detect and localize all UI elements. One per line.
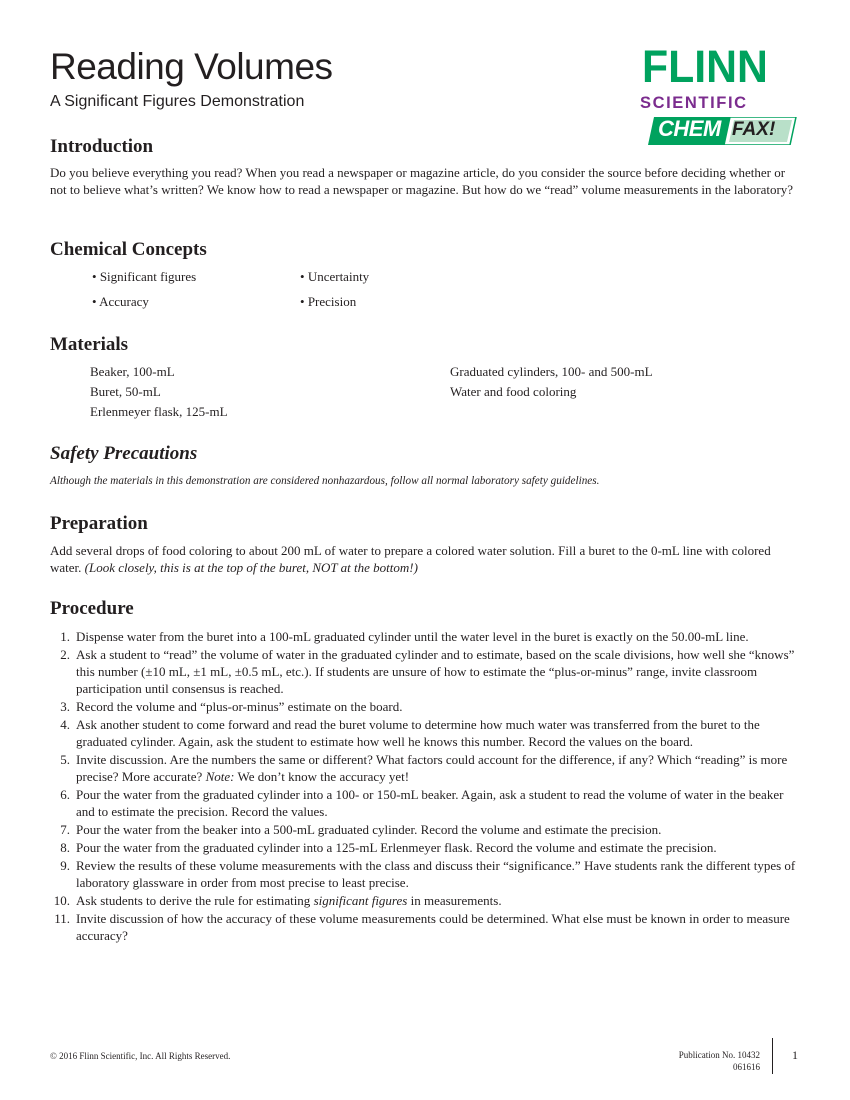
material-item: Water and food coloring	[450, 384, 577, 399]
logo-chem-text: CHEM	[658, 116, 721, 141]
page-title: Reading Volumes	[50, 46, 333, 87]
procedure-step: 3. Record the volume and “plus-or-minus” estimate on the board.	[60, 699, 403, 714]
preparation-text: Add several drops of food coloring to about 200 mL of water to prepare a colored water solution. Fill a buret to the 0-mL line with colored water. (Look closely, this is at the top of the buret, NOT at the bottom!)	[50, 543, 771, 575]
procedure-step: 2. Ask a student to “read” the volume of water in the graduated cylinder and to estimate, based on the scale divisions, how well she “knows” this number (±10 mL, ±1 mL, ±0.5 mL, etc.). If students are unsure of how to estimate the “plus-or-minus” range, invite classroom participation until consensus is reached.	[60, 647, 795, 696]
publication-code: 061616	[733, 1062, 760, 1072]
procedure-heading: Procedure	[50, 598, 134, 619]
procedure-step: 7. Pour the water from the beaker into a 500-mL graduated cylinder. Record the volume and estimate the precision.	[60, 822, 662, 837]
safety-text: Although the materials in this demonstration are considered nonhazardous, follow all normal laboratory safety guidelines.	[50, 475, 600, 487]
procedure-step: 8. Pour the water from the graduated cylinder into a 125-mL Erlenmeyer flask. Record the volume and estimate the precision.	[60, 840, 717, 855]
page-subtitle: A Significant Figures Demonstration	[50, 93, 305, 110]
concept-item: • Uncertainty	[300, 269, 370, 284]
procedure-step: 6. Pour the water from the graduated cylinder into a 100- or 150-mL beaker. Again, ask a student to read the volume of water in the beaker and to estimate the precision. Record the values.	[60, 787, 784, 819]
concept-item: • Precision	[300, 294, 357, 309]
copyright-text: © 2016 Flinn Scientific, Inc. All Rights Reserved.	[50, 1051, 231, 1061]
logo-fax-text: FAX!	[732, 119, 776, 140]
concept-item: • Accuracy	[92, 294, 149, 309]
procedure-step: 9. Review the results of these volume measurements with the class and discuss their “significance.” Have students rank the different types of laboratory glassware in order from most precise to least precise.	[60, 858, 796, 890]
concepts-heading: Chemical Concepts	[50, 239, 207, 260]
material-item: Beaker, 100-mL	[90, 364, 175, 379]
procedure-step: 5. Invite discussion. Are the numbers the same or different? What factors could account for the difference, if any? Which “reading” is more precise? More accurate? Note: We don’t know the accuracy yet!	[60, 752, 788, 784]
logo-flinn-text: FLINN	[642, 41, 768, 92]
publication-info	[679, 1049, 760, 1073]
procedure-step: 1. Dispense water from the buret into a 100-mL graduated cylinder until the water level in the buret is exactly on the 50.00-mL line.	[60, 629, 749, 644]
preparation-heading: Preparation	[50, 513, 148, 534]
material-item: Graduated cylinders, 100- and 500-mL	[450, 364, 653, 379]
material-item: Buret, 50-mL	[90, 384, 161, 399]
materials-heading: Materials	[50, 334, 129, 355]
logo-scientific-text: SCIENTIFIC	[640, 94, 748, 112]
procedure-list	[50, 628, 798, 945]
procedure-step: 10. Ask students to derive the rule for estimating significant figures in measurements.	[53, 893, 502, 908]
page-number: 1	[792, 1048, 798, 1062]
procedure-step: 11. Invite discussion of how the accuracy of these volume measurements could be determined. What else must be known in order to measure accuracy?	[54, 911, 790, 943]
publication-number: Publication No. 10432	[678, 1050, 760, 1060]
concept-item: • Significant figures	[92, 269, 197, 284]
footer-divider	[772, 1038, 773, 1074]
preparation-note: (Look closely, this is at the top of the buret, NOT at the bottom!)	[84, 560, 418, 575]
safety-heading: Safety Precautions	[50, 443, 198, 464]
procedure-step: 4. Ask another student to come forward and read the buret volume to determine how much water was transferred from the buret to the graduated cylinder. Again, ask the student to estimate how well he knows this number. Record the values on the board.	[60, 717, 760, 749]
flinn-scientific-logo	[640, 41, 800, 152]
introduction-text: Do you believe everything you read? When you read a newspaper or magazine article, do you consider the source before deciding whether or not to believe what’s written? We know how to read a newspaper or magazine. But how do we “read” volume measurements in the laboratory?	[50, 165, 794, 197]
material-item: Erlenmeyer flask, 125-mL	[90, 404, 228, 419]
introduction-heading: Introduction	[50, 136, 154, 157]
